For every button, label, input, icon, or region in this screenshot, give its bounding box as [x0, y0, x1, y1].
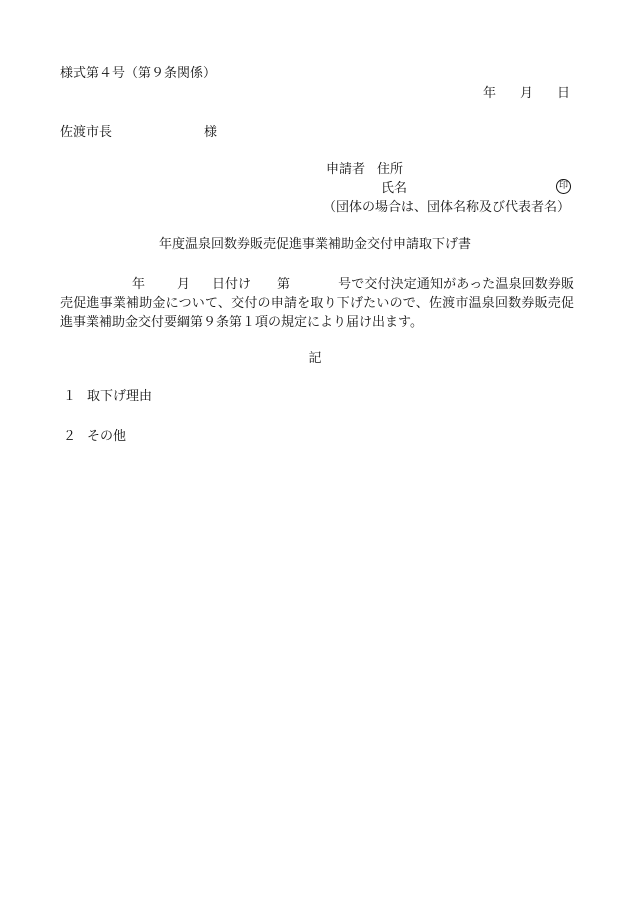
date-day: 日 [556, 86, 570, 101]
date-year: 年 [482, 86, 496, 101]
addressee-honorific: 様 [204, 125, 218, 140]
applicant-name-label: 氏名 [381, 181, 408, 196]
applicant-address-line [326, 162, 403, 178]
body-year: 年 [132, 277, 146, 292]
date-month: 月 [519, 86, 533, 101]
seal-mark: 印 [556, 179, 571, 194]
address-label: 住所 [377, 162, 404, 177]
item-number: １ [63, 389, 77, 404]
item-label: その他 [87, 429, 127, 444]
list-item [63, 389, 152, 405]
form-number: 様式第４号（第９条関係） [60, 66, 217, 81]
addressee-name: 佐渡市長 [60, 125, 113, 140]
document-title: 年度温泉回数券販売促進事業補助金交付申請取下げ書 [158, 237, 471, 252]
applicant-role: 申請者 [326, 162, 366, 177]
ki-label: 記 [308, 351, 322, 366]
list-item [63, 429, 126, 445]
body-number-prefix: 第 [277, 277, 291, 292]
group-note: （団体の場合は、団体名称及び代表者名） [322, 200, 570, 215]
body-day-dated: 日付け [212, 277, 252, 292]
item-number: ２ [63, 429, 77, 444]
addressee [60, 125, 217, 141]
body-paragraph [60, 275, 574, 332]
date-line [483, 86, 570, 102]
item-label: 取下げ理由 [87, 389, 153, 404]
body-month: 月 [177, 277, 191, 292]
body-text: 号で交付決定通知があった温泉回数券販売促進事業補助金について、交付の申請を取り下げたいので、佐渡市温泉回数券販売促進事業補助金交付要綱第９条第１項の規定により届け出ます。 [60, 277, 574, 330]
